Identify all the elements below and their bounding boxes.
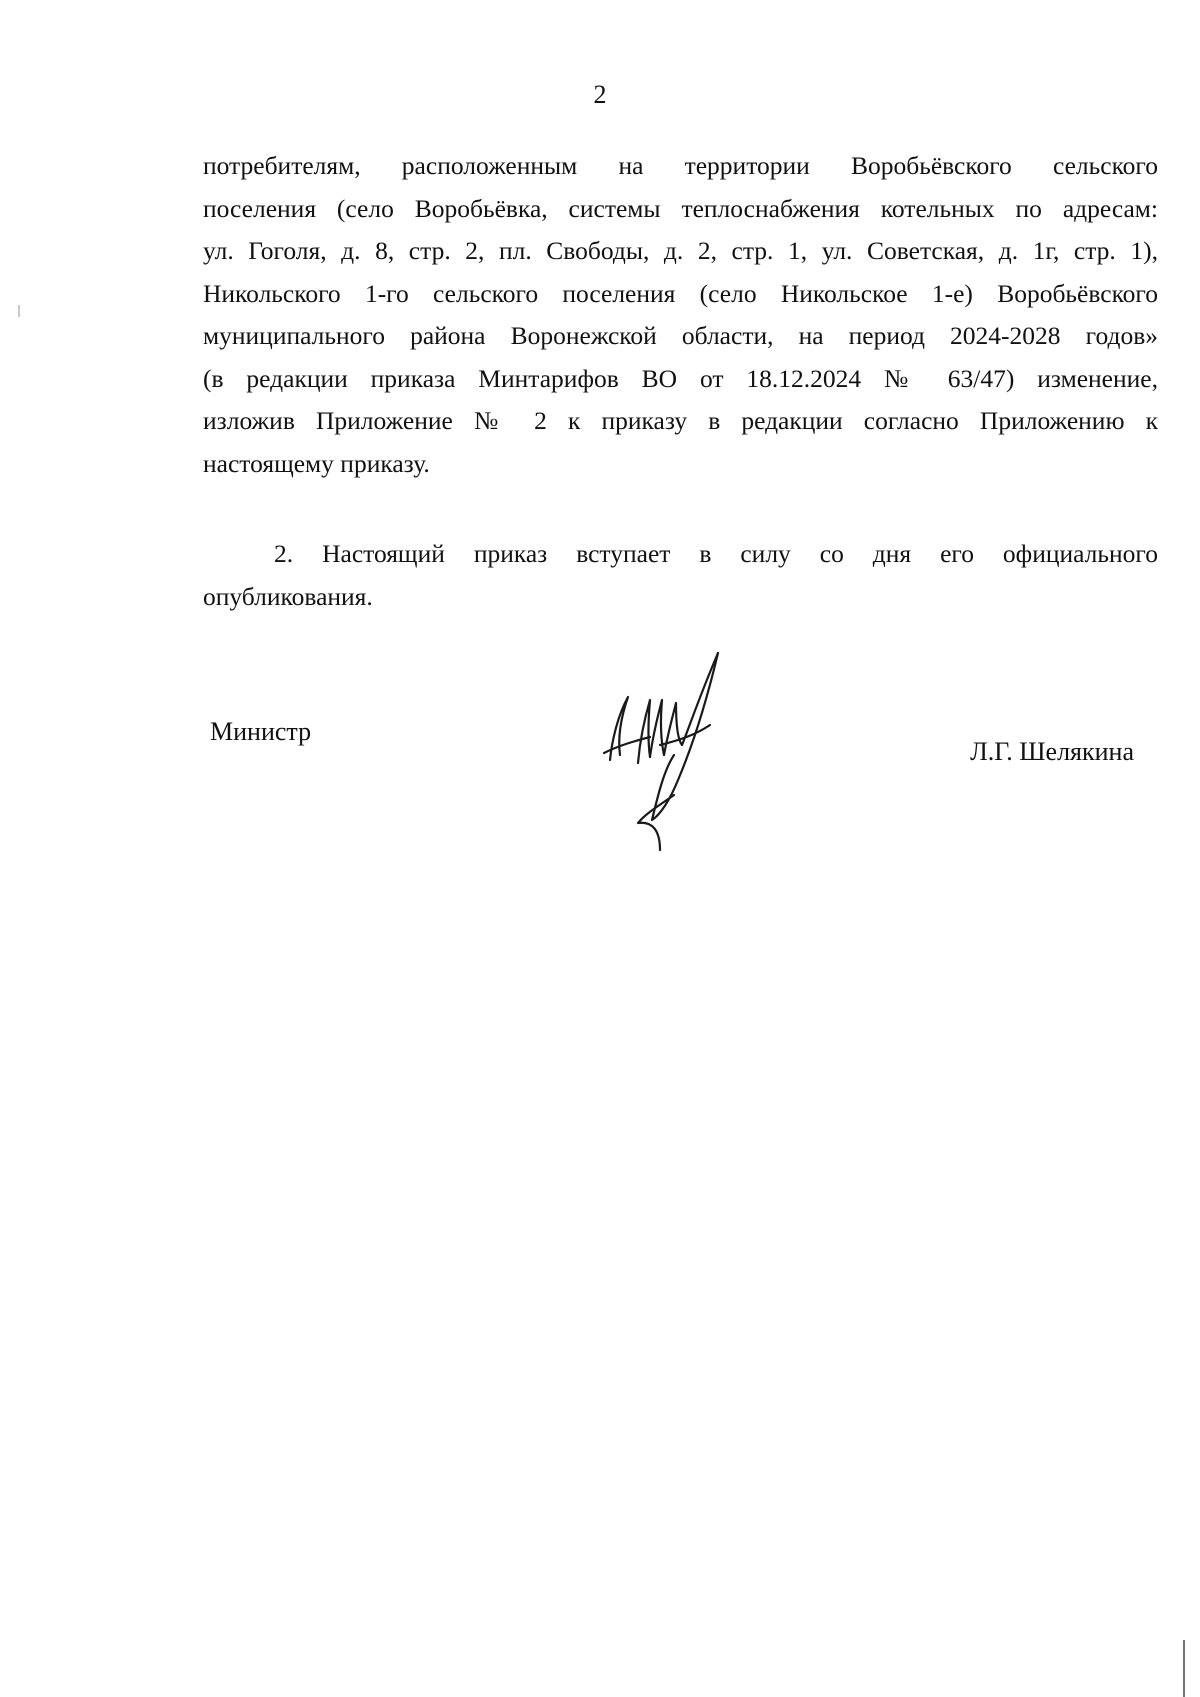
paragraph-1 bbox=[203, 145, 1158, 485]
signature-block bbox=[0, 645, 1200, 875]
handwritten-signature bbox=[590, 645, 770, 865]
paragraph-2-line: опубликования. bbox=[203, 581, 373, 611]
paragraph-1-line: поселения (село Воробьёвка, системы теплоснабжения котельных по адресам: bbox=[203, 193, 1158, 223]
page-number: 2 bbox=[593, 80, 607, 109]
paragraph-1-line: (в редакции приказа Минтарифов ВО от 18.12.2024 № 63/47) изменение, bbox=[203, 363, 1158, 393]
paragraph-2-line: 2. Настоящий приказ вступает в силу со дня его официального bbox=[274, 539, 1158, 568]
paragraph-1-line: изложив Приложение № 2 к приказу в редакции согласно Приложению к bbox=[203, 406, 1158, 435]
paragraph-1-line: муниципального района Воронежской области, на период 2024-2028 годов» bbox=[203, 321, 1158, 350]
signatory-name: Л.Г. Шелякина bbox=[970, 737, 1134, 766]
scan-margin-mark bbox=[18, 305, 20, 317]
paragraph-1-line: ул. Гоголя, д. 8, стр. 2, пл. Свободы, д. 2, стр. 1, ул. Советская, д. 1г, стр. 1), bbox=[203, 236, 1158, 265]
paragraph-1-line: настоящему приказу. bbox=[203, 448, 430, 478]
paragraph-1-line: потребителям, расположенным на территории Воробьёвского сельского bbox=[203, 151, 1158, 180]
signatory-role: Министр bbox=[210, 717, 312, 746]
paragraph-2 bbox=[203, 533, 1158, 618]
scan-edge-line bbox=[1183, 1640, 1185, 1697]
paragraph-1-line: Никольского 1-го сельского поселения (село Никольское 1-е) Воробьёвского bbox=[203, 278, 1158, 308]
